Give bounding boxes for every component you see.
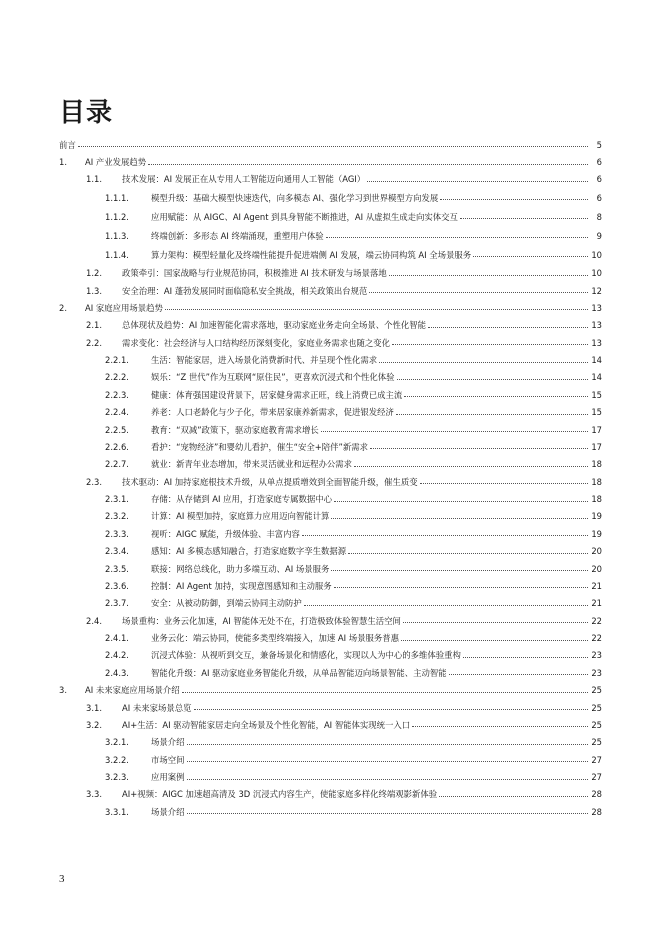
toc-entry-number: 3.2.3. — [105, 772, 129, 783]
toc-entry[interactable] — [59, 525, 602, 542]
toc-entry-text: 市场空间 — [151, 754, 185, 765]
toc-entry-number: 2.3.1. — [105, 494, 129, 505]
toc-entry-page: 25 — [591, 737, 602, 748]
toc-entry[interactable] — [59, 386, 602, 403]
dot-leader — [370, 448, 588, 449]
toc-entry-text: 健康：体育强国建设背景下，居家健身需求正旺，线上消费已成主流 — [151, 389, 403, 400]
toc-entry-number: 3. — [59, 685, 67, 696]
toc-entry-text: 生活：智能家居，进入场景化消费新时代、并呈现个性化需求 — [151, 355, 378, 366]
toc-entry-label — [151, 577, 590, 594]
toc-entry-number: 3.1. — [86, 702, 102, 713]
dot-leader — [389, 275, 588, 276]
dot-leader — [321, 431, 588, 432]
toc-entry-label — [151, 525, 590, 542]
toc-entry-page: 19 — [591, 511, 602, 522]
toc-entry[interactable] — [59, 404, 602, 421]
toc-entry-number: 2.2.3. — [105, 389, 129, 400]
toc-entry-number: 2.4. — [86, 615, 102, 626]
toc-entry-number: 1.2. — [86, 268, 102, 279]
toc-entry[interactable] — [59, 245, 602, 264]
toc-entry-page: 13 — [591, 320, 602, 331]
toc-entry[interactable] — [59, 664, 602, 681]
toc-entry[interactable] — [59, 595, 602, 612]
toc-entry-text: 需求变化：社会经济与人口结构经历深刻变化，家庭业务需求也随之变化 — [122, 337, 390, 348]
toc-entry-page: 13 — [591, 302, 602, 313]
toc-entry[interactable] — [59, 490, 602, 507]
toc-entry-text: 教育：“双减”政策下，驱动家庭教育需求增长 — [151, 424, 319, 435]
dot-leader — [463, 657, 588, 658]
toc-entry-text: 总体现状及趋势：AI 加速智能化需求落地，驱动家庭业务走向全场景、个性化智能 — [122, 320, 426, 331]
toc-entry[interactable] — [59, 768, 602, 785]
toc-entry-page: 10 — [591, 268, 602, 279]
toc-entry[interactable] — [59, 207, 602, 226]
toc-entry-label — [151, 207, 590, 226]
dot-leader — [397, 379, 588, 380]
table-of-contents — [59, 136, 602, 821]
dot-leader — [439, 796, 588, 797]
toc-entry-page: 25 — [591, 702, 602, 713]
dot-leader — [404, 396, 588, 397]
toc-entry-label — [151, 404, 590, 421]
toc-entry[interactable] — [59, 786, 602, 803]
toc-entry[interactable] — [59, 647, 602, 664]
toc-entry-page: 27 — [591, 754, 602, 765]
toc-entry-label — [59, 136, 590, 153]
toc-entry[interactable] — [59, 803, 602, 820]
toc-entry-label — [151, 369, 590, 386]
toc-entry-label — [151, 508, 590, 525]
toc-entry-page: 9 — [596, 230, 602, 241]
toc-entry-page: 6 — [596, 192, 602, 203]
toc-entry-label — [85, 299, 590, 316]
toc-entry-number: 2.3.6. — [105, 580, 129, 591]
dot-leader — [460, 218, 588, 219]
toc-entry-text: 场景介绍 — [151, 806, 185, 817]
toc-entry-number: 2.2.6. — [105, 441, 129, 452]
toc-entry-number: 1.1. — [86, 174, 102, 185]
toc-entry-label — [85, 153, 590, 170]
dot-leader — [187, 779, 589, 780]
toc-entry[interactable] — [59, 282, 602, 299]
toc-entry-label — [122, 612, 590, 629]
toc-entry-text: 看护：“宠物经济”和婴幼儿看护，催生“安全+陪伴”新需求 — [151, 441, 368, 452]
dot-leader — [304, 605, 588, 606]
dot-leader — [440, 199, 588, 200]
toc-entry-label — [151, 647, 590, 664]
toc-entry-text: 沉浸式体验：从视听到交互，兼备场景化和情感化，实现以人为中心的多维体验重构 — [151, 650, 461, 661]
toc-entry-number: 3.3.1. — [105, 806, 129, 817]
toc-entry-text: AI+视频：AIGC 加速超高清及 3D 沉浸式内容生产，使能家庭多样化终端观影新体验 — [122, 789, 438, 800]
toc-entry-page: 19 — [591, 528, 602, 539]
toc-entry-text: 视听：AIGC 赋能，升级体验、丰富内容 — [151, 528, 300, 539]
toc-entry-text: 业务云化：端云协同，使能多类型终端接入，加速 AI 场景服务普惠 — [151, 633, 400, 644]
dot-leader — [187, 813, 589, 814]
toc-entry-number: 1.1.1. — [105, 192, 129, 203]
toc-entry-number: 2.1. — [86, 320, 102, 331]
dot-leader — [334, 501, 588, 502]
toc-entry[interactable] — [59, 334, 602, 351]
toc-entry[interactable] — [59, 421, 602, 438]
toc-entry-text: 计算：AI 模型加持，家庭算力应用迈向智能计算 — [151, 511, 330, 522]
toc-entry-page: 21 — [591, 598, 602, 609]
toc-entry-page: 6 — [596, 174, 602, 185]
toc-entry-label — [151, 664, 590, 681]
dot-leader — [392, 344, 588, 345]
toc-entry-page: 10 — [591, 249, 602, 260]
toc-entry-text: AI 产业发展趋势 — [85, 157, 147, 168]
toc-entry-page: 27 — [591, 772, 602, 783]
toc-entry[interactable] — [59, 438, 602, 455]
toc-entry-text: 智能化升级：AI 驱动家庭业务智能化升级，从单品智能迈向场景智能、主动智能 — [151, 667, 447, 678]
toc-entry-text: 应用赋能：从 AIGC、AI Agent 到具身智能不断推进，AI 从虚拟生成走向实体交互 — [151, 211, 458, 222]
toc-entry-number: 2.4.2. — [105, 650, 129, 661]
toc-entry-text: 就业：新青年业态增加，带来灵活就业和远程办公需求 — [151, 459, 352, 470]
dot-leader — [187, 761, 589, 762]
toc-entry-label — [122, 334, 590, 351]
toc-entry-label — [151, 421, 590, 438]
toc-entry-page: 20 — [591, 563, 602, 574]
dot-leader — [367, 181, 588, 182]
toc-entry[interactable] — [59, 508, 602, 525]
dot-leader — [348, 553, 588, 554]
toc-entry-label — [151, 734, 590, 751]
toc-entry-number: 3.2. — [86, 719, 102, 730]
toc-entry-number: 1.3. — [86, 285, 102, 296]
toc-entry[interactable] — [59, 699, 602, 716]
toc-entry-number: 1.1.2. — [105, 211, 129, 222]
toc-entry-page: 18 — [591, 476, 602, 487]
toc-entry[interactable] — [59, 577, 602, 594]
toc-entry-text: 场景介绍 — [151, 737, 185, 748]
dot-leader — [182, 692, 588, 693]
toc-entry-text: 场景重构：业务云化加速，AI 智能体无处不在，打造极致体验智慧生活空间 — [122, 615, 401, 626]
toc-entry[interactable] — [59, 560, 602, 577]
toc-entry-number: 3.2.1. — [105, 737, 129, 748]
toc-entry-text: 技术驱动：AI 加持家庭根技术升级，从单点提质增效到全面智能升级，催生质变 — [122, 476, 418, 487]
toc-entry-number: 2.3. — [86, 476, 102, 487]
dot-leader — [379, 362, 588, 363]
toc-entry-page: 18 — [591, 494, 602, 505]
toc-entry-text: 终端创新：多形态 AI 终端涌现，重塑用户体验 — [151, 230, 324, 241]
toc-entry-number: 3.2.2. — [105, 754, 129, 765]
toc-entry-text: 感知：AI 多模态感知融合，打造家庭数字孪生数据源 — [151, 546, 347, 557]
toc-entry-number: 2.2. — [86, 337, 102, 348]
toc-entry-text: 算力架构：模型轻量化及终端性能提升促进端侧 AI 发展，端云协同构筑 AI 全场景服务 — [151, 249, 472, 260]
toc-entry-page: 14 — [591, 355, 602, 366]
toc-entry-text: 模型升级：基础大模型快速迭代，向多模态 AI、强化学习到世界模型方向发展 — [151, 192, 439, 203]
toc-entry-label — [151, 226, 590, 245]
toc-entry[interactable] — [59, 153, 602, 170]
toc-entry-text: 安全：从被动防御，到端云协同主动防护 — [151, 598, 302, 609]
toc-entry-text: 联接：网络总线化，助力多端互动、AI 场景服务 — [151, 563, 330, 574]
toc-entry[interactable] — [59, 317, 602, 334]
toc-entry-label — [151, 351, 590, 368]
toc-entry-text: AI 家庭应用场景趋势 — [85, 302, 163, 313]
toc-entry[interactable] — [59, 456, 602, 473]
toc-entry-label — [151, 438, 590, 455]
dot-leader — [354, 466, 588, 467]
toc-entry-number: 2.2.4. — [105, 407, 129, 418]
toc-entry-page: 8 — [596, 211, 602, 222]
toc-entry-page: 6 — [596, 157, 602, 168]
toc-entry-text: 控制：AI Agent 加持，实现意图感知和主动服务 — [151, 580, 332, 591]
toc-entry-label — [85, 682, 590, 699]
toc-entry-page: 28 — [591, 789, 602, 800]
toc-entry-number: 2.3.2. — [105, 511, 129, 522]
toc-entry-page: 22 — [591, 615, 602, 626]
toc-entry-label — [122, 282, 590, 299]
dot-leader — [331, 518, 588, 519]
toc-entry-text: 存储：从存储到 AI 应用，打造家庭专属数据中心 — [151, 494, 333, 505]
toc-entry-label — [122, 786, 590, 803]
toc-entry-number: 1.1.3. — [105, 230, 129, 241]
toc-entry-page: 15 — [591, 389, 602, 400]
toc-entry[interactable] — [59, 299, 602, 316]
toc-entry-number: 1. — [59, 157, 67, 168]
dot-leader — [449, 674, 588, 675]
toc-entry-label — [122, 716, 590, 733]
toc-entry-page: 14 — [591, 372, 602, 383]
toc-entry-number: 2.3.7. — [105, 598, 129, 609]
toc-entry[interactable] — [59, 716, 602, 733]
toc-entry-label — [122, 473, 590, 490]
dot-leader — [401, 640, 588, 641]
toc-entry-text: AI+生活：AI 驱动智能家居走向全场景及个性化智能，AI 智能体实现统一入口 — [122, 719, 411, 730]
toc-entry-page: 17 — [591, 441, 602, 452]
toc-entry[interactable] — [59, 226, 602, 245]
toc-entry-label — [122, 699, 590, 716]
dot-leader — [148, 164, 588, 165]
toc-entry-text: 技术发展：AI 发展正在从专用人工智能迈向通用人工智能（AGI） — [122, 174, 366, 185]
toc-entry-page: 12 — [591, 285, 602, 296]
toc-entry[interactable] — [59, 629, 602, 646]
dot-leader — [412, 726, 588, 727]
toc-entry-label — [151, 629, 590, 646]
toc-entry-label — [151, 803, 590, 820]
toc-entry-label — [151, 595, 590, 612]
toc-entry-label — [151, 456, 590, 473]
page-title: 目录 — [59, 98, 114, 128]
toc-entry-text: 应用案例 — [151, 772, 185, 783]
toc-entry-page: 13 — [591, 337, 602, 348]
toc-entry-page: 22 — [591, 633, 602, 644]
toc-entry[interactable] — [59, 351, 602, 368]
toc-entry-number: 3.3. — [86, 789, 102, 800]
toc-entry[interactable] — [59, 473, 602, 490]
dot-leader — [187, 744, 589, 745]
toc-entry-label — [151, 245, 590, 264]
toc-entry-text: 娱乐：“Z 世代”作为互联网“原住民”，更喜欢沉浸式和个性化体验 — [151, 372, 395, 383]
toc-entry-number: 2.2.2. — [105, 372, 129, 383]
toc-entry-text: AI 未来家场景总览 — [122, 702, 192, 713]
dot-leader — [334, 587, 588, 588]
toc-entry-text: 养老：人口老龄化与少子化，带来居家康养新需求，促进银发经济 — [151, 407, 394, 418]
toc-entry-label — [151, 560, 590, 577]
dot-leader — [78, 146, 588, 147]
toc-entry[interactable] — [59, 751, 602, 768]
toc-entry-number: 2.3.4. — [105, 546, 129, 557]
toc-entry[interactable] — [59, 188, 602, 207]
toc-entry[interactable] — [59, 682, 602, 699]
toc-entry-number: 2. — [59, 302, 67, 313]
dot-leader — [326, 237, 588, 238]
toc-entry-number: 2.4.1. — [105, 633, 129, 644]
dot-leader — [396, 414, 588, 415]
toc-entry-text: AI 未来家庭应用场景介绍 — [85, 685, 180, 696]
toc-entry-number: 2.2.5. — [105, 424, 129, 435]
toc-entry[interactable] — [59, 136, 602, 153]
toc-entry-number: 2.3.5. — [105, 563, 129, 574]
toc-entry-page: 23 — [591, 650, 602, 661]
toc-entry-label — [151, 386, 590, 403]
dot-leader — [473, 256, 588, 257]
dot-leader — [420, 483, 588, 484]
toc-entry-page: 15 — [591, 407, 602, 418]
toc-entry-number: 2.2.7. — [105, 459, 129, 470]
toc-entry-page: 23 — [591, 667, 602, 678]
dot-leader — [428, 327, 588, 328]
dot-leader — [194, 709, 589, 710]
toc-entry-text: 政策牵引：国家战略与行业规范协同，积极推进 AI 技术研发与场景落地 — [122, 268, 387, 279]
dot-leader — [369, 292, 588, 293]
toc-entry[interactable] — [59, 369, 602, 386]
toc-entry-page: 25 — [591, 685, 602, 696]
toc-entry-page: 28 — [591, 806, 602, 817]
toc-entry-label — [122, 171, 590, 188]
toc-entry-page: 25 — [591, 719, 602, 730]
toc-entry-label — [151, 751, 590, 768]
toc-entry[interactable] — [59, 171, 602, 188]
toc-entry[interactable] — [59, 543, 602, 560]
toc-entry-number: 2.2.1. — [105, 355, 129, 366]
dot-leader — [331, 570, 588, 571]
toc-entry-page: 5 — [596, 139, 602, 150]
toc-entry-number: 2.3.3. — [105, 528, 129, 539]
toc-entry-label — [122, 265, 590, 282]
toc-entry-number: 1.1.4. — [105, 249, 129, 260]
toc-entry-label — [151, 768, 590, 785]
page-number: 3 — [59, 873, 65, 885]
toc-entry-label — [151, 188, 590, 207]
toc-entry-text: 安全治理：AI 蓬勃发展同时面临隐私安全挑战，相关政策出台规范 — [122, 285, 368, 296]
toc-entry-page: 21 — [591, 580, 602, 591]
toc-entry-label — [122, 317, 590, 334]
dot-leader — [165, 309, 588, 310]
toc-entry[interactable] — [59, 612, 602, 629]
toc-entry-page: 20 — [591, 546, 602, 557]
dot-leader — [302, 535, 588, 536]
toc-entry[interactable] — [59, 734, 602, 751]
toc-entry-number: 2.4.3. — [105, 667, 129, 678]
toc-entry-text: 前言 — [59, 139, 76, 150]
toc-entry-label — [151, 490, 590, 507]
toc-entry-page: 18 — [591, 459, 602, 470]
toc-entry-page: 17 — [591, 424, 602, 435]
toc-entry[interactable] — [59, 265, 602, 282]
dot-leader — [403, 622, 588, 623]
toc-entry-label — [151, 543, 590, 560]
